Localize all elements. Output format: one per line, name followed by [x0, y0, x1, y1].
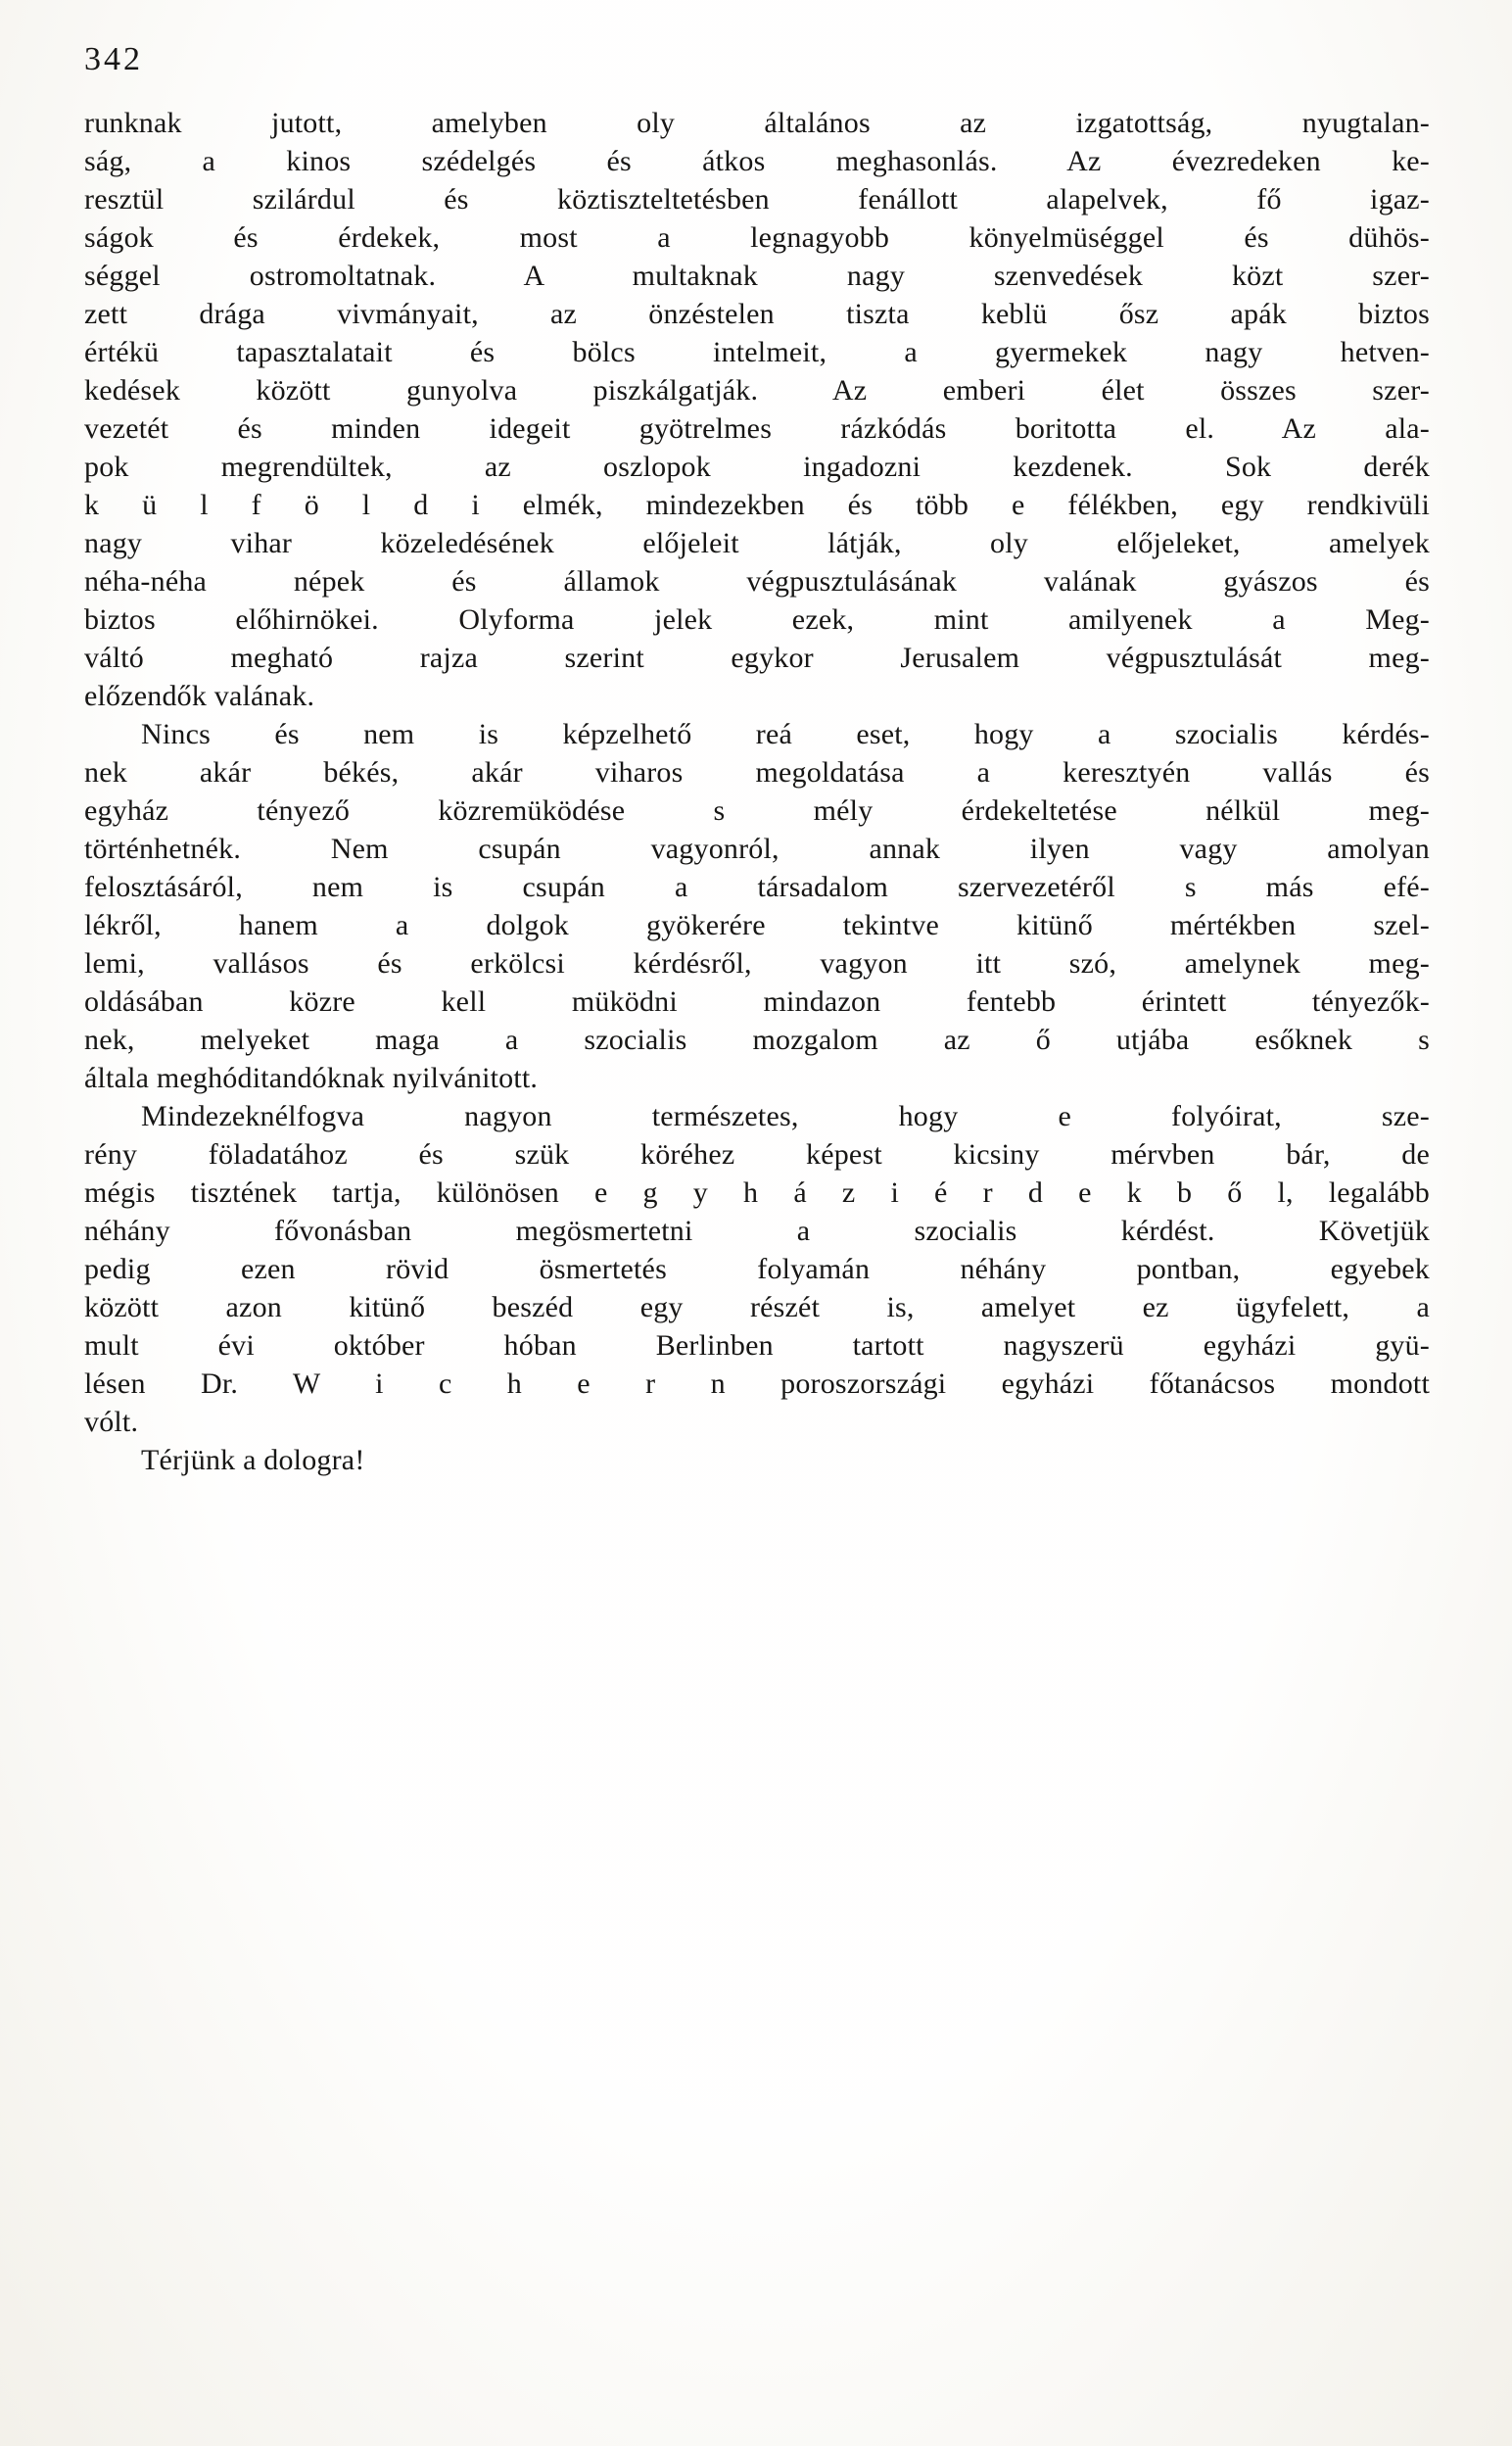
text-line: lékről, hanem a dolgok gyökerére tekintve kitünő mértékben szel-	[84, 909, 1430, 941]
text-line: biztos előhirnökei. Olyforma jelek ezek, mint amilyenek a Meg-	[84, 603, 1430, 636]
text-line: runknak jutott, amelyben oly általános az izgatottság, nyugtalan-	[84, 107, 1430, 139]
paragraph	[84, 104, 1430, 715]
text-line: egyház tényező közremüködése s mély érdekeltetése nélkül meg-	[84, 794, 1430, 827]
text-line: mégis tisztének tartja, különösen e g y h á z i é r d e k b ő l, legalább	[84, 1176, 1430, 1209]
text-line: ságok és érdekek, most a legnagyobb könyelmüséggel és dühös-	[84, 221, 1430, 254]
text-line: váltó megható rajza szerint egykor Jerusalem végpusztulását meg-	[84, 642, 1430, 674]
text-line: nagy vihar közeledésének előjeleit látják, oly előjeleket, amelyek	[84, 527, 1430, 559]
text-line: ság, a kinos szédelgés és átkos meghasonlás. Az évezredeken ke-	[84, 145, 1430, 177]
text-line: Mindezeknélfogva nagyon természetes, hogy e folyóirat, sze-	[141, 1100, 1430, 1132]
text-line: séggel ostromoltatnak. A multaknak nagy szenvedések közt szer-	[84, 260, 1430, 292]
text-line: pedig ezen rövid ösmertetés folyamán néhány pontban, egyebek	[84, 1253, 1430, 1285]
text-line: történhetnék. Nem csupán vagyonról, annak ilyen vagy amolyan	[84, 833, 1430, 865]
paragraph	[84, 715, 1430, 1097]
page-number: 342	[84, 41, 143, 77]
text-line: kedések között gunyolva piszkálgatják. Az emberi élet összes szer-	[84, 374, 1430, 407]
text-line: előzendők valának.	[84, 680, 315, 712]
text-line: felosztásáról, nem is csupán a társadalom szervezetéről s más efé-	[84, 871, 1430, 903]
text-line: lésen Dr. W i c h e r n poroszországi egyházi főtanácsos mondott	[84, 1367, 1430, 1400]
text-line: vezetét és minden idegeit gyötrelmes rázkódás boritotta el. Az ala-	[84, 412, 1430, 445]
text-line: lemi, vallásos és erkölcsi kérdésről, vagyon itt szó, amelynek meg-	[84, 947, 1430, 980]
text-line: Térjünk a dologra!	[141, 1444, 365, 1476]
text-line: Nincs és nem is képzelhető reá eset, hogy a szocialis kérdés-	[141, 718, 1430, 750]
text-line: pok megrendültek, az oszlopok ingadozni kezdenek. Sok derék	[84, 451, 1430, 483]
text-line: általa meghóditandóknak nyilvánitott.	[84, 1062, 539, 1094]
text-line: nek akár békés, akár viharos megoldatása a keresztyén vallás és	[84, 756, 1430, 789]
page-body-text	[84, 104, 1430, 1479]
paragraph	[84, 1441, 1430, 1479]
text-line: értékü tapasztalatait és bölcs intelmeit, a gyermekek nagy hetven-	[84, 336, 1430, 368]
text-line: vólt.	[84, 1406, 139, 1438]
text-line: mult évi október hóban Berlinben tartott nagyszerü egyházi gyü-	[84, 1329, 1430, 1362]
text-line: resztül szilárdul és köztiszteltetésben fenállott alapelvek, fő igaz-	[84, 183, 1430, 216]
paragraph	[84, 1097, 1430, 1441]
text-line: k ü l f ö l d i elmék, mindezekben és több e félékben, egy rendkivüli	[84, 489, 1430, 521]
text-line: rény föladatához és szük köréhez képest kicsiny mérvben bár, de	[84, 1138, 1430, 1171]
text-line: néha-néha népek és államok végpusztulásának valának gyászos és	[84, 565, 1430, 598]
text-line: zett drága vivmányait, az önzéstelen tiszta keblü ősz apák biztos	[84, 298, 1430, 330]
text-line: között azon kitünő beszéd egy részét is, amelyet ez ügyfelett, a	[84, 1291, 1430, 1323]
text-line: oldásában közre kell müködni mindazon fentebb érintett tényezők-	[84, 985, 1430, 1018]
text-line: néhány fővonásban megösmertetni a szocialis kérdést. Követjük	[84, 1215, 1430, 1247]
text-line: nek, melyeket maga a szocialis mozgalom az ő utjába esőknek s	[84, 1024, 1430, 1056]
